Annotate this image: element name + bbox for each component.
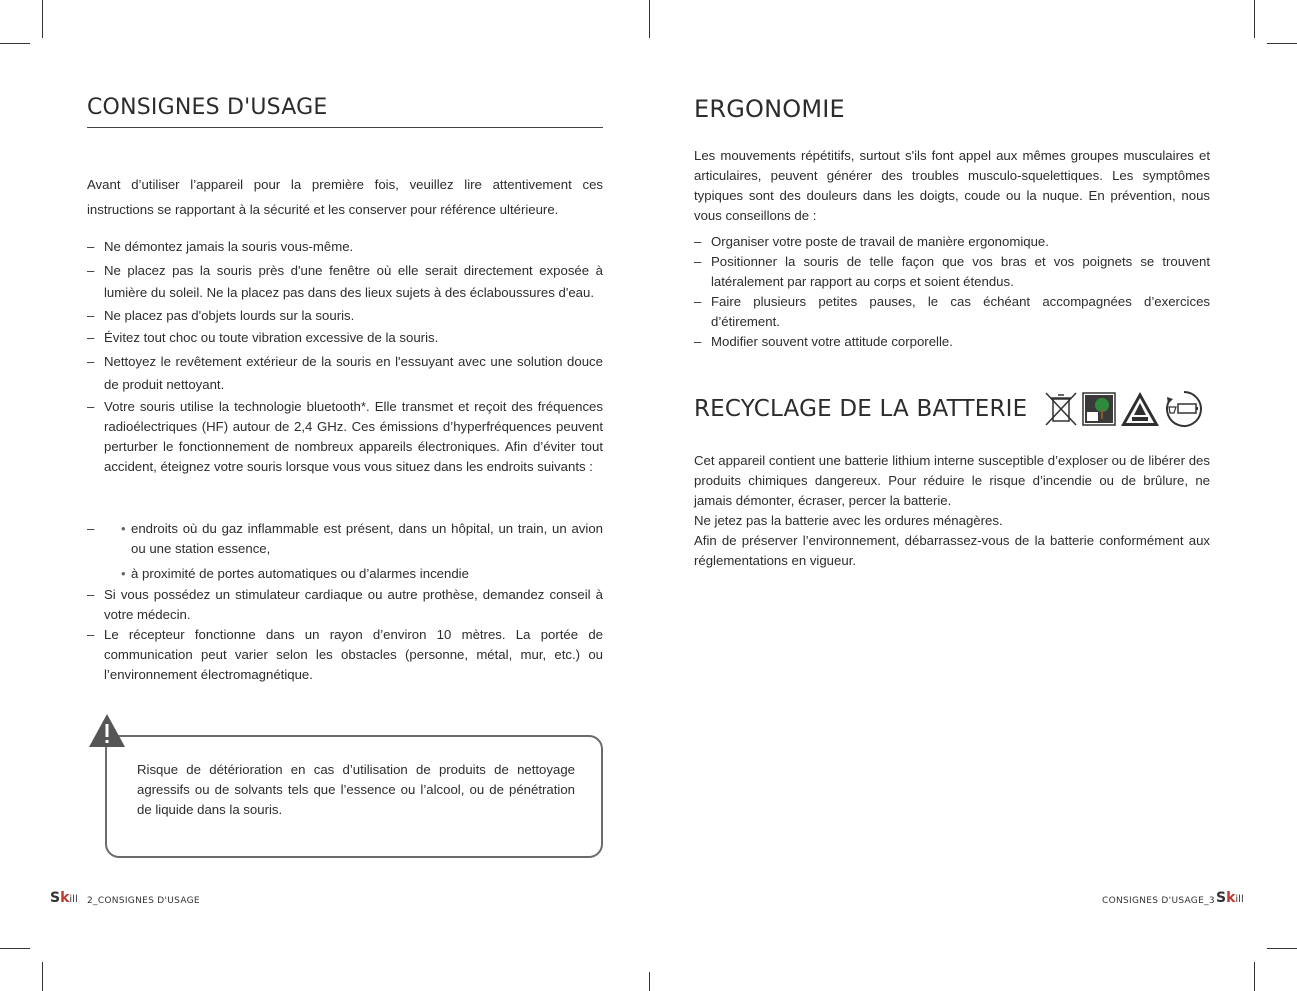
page-title: CONSIGNES D'USAGE <box>87 95 328 120</box>
list-item: – Évitez tout choc ou toute vibration excessive de la souris. <box>87 328 603 348</box>
logo-letter: ill <box>69 894 78 905</box>
list-item: – Positionner la souris de telle façon que vos bras et vos poignets se trouvent latéralement par rapport au corps et soient étendus. <box>694 252 1210 292</box>
battery-warning-icon <box>1120 391 1160 427</box>
safety-list-continued <box>87 585 603 685</box>
list-item: – Ne placez pas la souris près d'une fenêtre où elle serait directement exposée à lumière du soleil. Ne la placez pas dans des lieux sujets à des éclaboussures d'eau. <box>87 260 603 304</box>
sub-list-item: • – endroits où du gaz inflammable est présent, dans un hôpital, un train, un avion ou une station essence, <box>121 519 603 559</box>
intro-line: Avant d’utiliser l’appareil pour la première fois, veuillez lire attentivement ces <box>87 177 603 192</box>
recycling-icons <box>1044 389 1204 429</box>
list-item: – Faire plusieurs petites pauses, le cas échéant accompagnées d’exercices d’étirement. <box>694 292 1210 332</box>
logo-letter: k <box>60 890 70 906</box>
list-item: – Organiser votre poste de travail de manière ergonomique. <box>694 232 1210 252</box>
recycling-paragraph: Afin de préserver l’environnement, débarrassez-vous de la batterie conformément aux réglementations en vigueur. <box>694 533 1210 568</box>
intro-paragraph <box>87 172 603 222</box>
safety-list <box>87 237 603 477</box>
list-item: – Ne démontez jamais la souris vous-même. <box>87 237 603 257</box>
brand-logo <box>1216 890 1244 906</box>
battery-recycle-icon <box>1164 389 1204 429</box>
warning-text: Risque de détérioration en cas d’utilisation de produits de nettoyage agressifs ou de solvants tels que l’essence ou l’alcool, ou de pénétration de liquide dans la souris. <box>137 762 575 817</box>
list-item: – Si vous possédez un stimulateur cardiaque ou autre prothèse, demandez conseil à votre médecin. <box>87 585 603 625</box>
recycling-paragraph: Ne jetez pas la batterie avec les ordures ménagères. <box>694 513 1003 528</box>
environment-hazard-icon <box>1082 392 1116 426</box>
page-title: ERGONOMIE <box>694 95 845 123</box>
ergonomie-list <box>694 232 1210 352</box>
section-title: RECYCLAGE DE LA BATTERIE <box>694 396 1028 422</box>
logo-letter: S <box>50 890 61 906</box>
warning-triangle-icon <box>88 713 126 748</box>
list-item: – Le récepteur fonctionne dans un rayon d’environ 10 mètres. La portée de communication peut varier selon les obstacles (personne, métal, mur, etc.) ou l’environnement électromagnétique. <box>87 625 603 685</box>
intro-line: instructions se rapportant à la sécurité et les conserver pour référence ultérieure. <box>87 202 559 217</box>
list-item: – Modifier souvent votre attitude corporelle. <box>694 332 1210 352</box>
sub-list-container <box>87 519 603 584</box>
logo-letter: S <box>1216 890 1227 906</box>
brand-logo <box>50 890 78 906</box>
recycling-paragraph: Cet appareil contient une batterie lithium interne susceptible d’exploser ou de libérer des produits chimiques dangereux. Pour réduire le risque d’incendie ou de brûlure, ne jamais démonter, écraser, percer la batterie. <box>694 453 1210 508</box>
left-page <box>0 0 648 991</box>
title-underline <box>87 127 603 128</box>
list-item: – Votre souris utilise la technologie bluetooth*. Elle transmet et reçoit des fréquences radioélectriques (HF) autour de 2,4 GHz. Ces émissions d’hyperfréquences peuvent perturber le fonctionnement de nombreux appareils électroniques. Afin d’éviter tout accident, éteignez votre souris lorsque vous vous situez dans les endroits suivants : <box>87 397 603 477</box>
list-item: – Ne placez pas d'objets lourds sur la souris. <box>87 306 603 326</box>
sub-list-item: • à proximité de portes automatiques ou d’alarmes incendie <box>121 564 603 584</box>
ergonomie-intro: Les mouvements répétitifs, surtout s'ils font appel aux mêmes groupes musculaires et articulaires, peuvent générer des troubles musculo-squelettiques. Les symptômes typiques sont des douleurs dans les doigts, coude ou la nuque. En prévention, nous vous conseillons de : <box>694 148 1210 223</box>
logo-letter: k <box>1226 890 1236 906</box>
list-item: – Nettoyez le revêtement extérieur de la souris en l'essuyant avec une solution douce de produit nettoyant. <box>87 350 603 396</box>
sub-list <box>87 519 603 584</box>
logo-letter: ill <box>1235 894 1244 905</box>
right-page <box>649 0 1297 991</box>
page-footer: CONSIGNES D'USAGE_3 <box>1102 896 1215 906</box>
page-footer: 2_CONSIGNES D'USAGE <box>87 896 200 906</box>
crossed-bin-icon <box>1044 391 1078 427</box>
